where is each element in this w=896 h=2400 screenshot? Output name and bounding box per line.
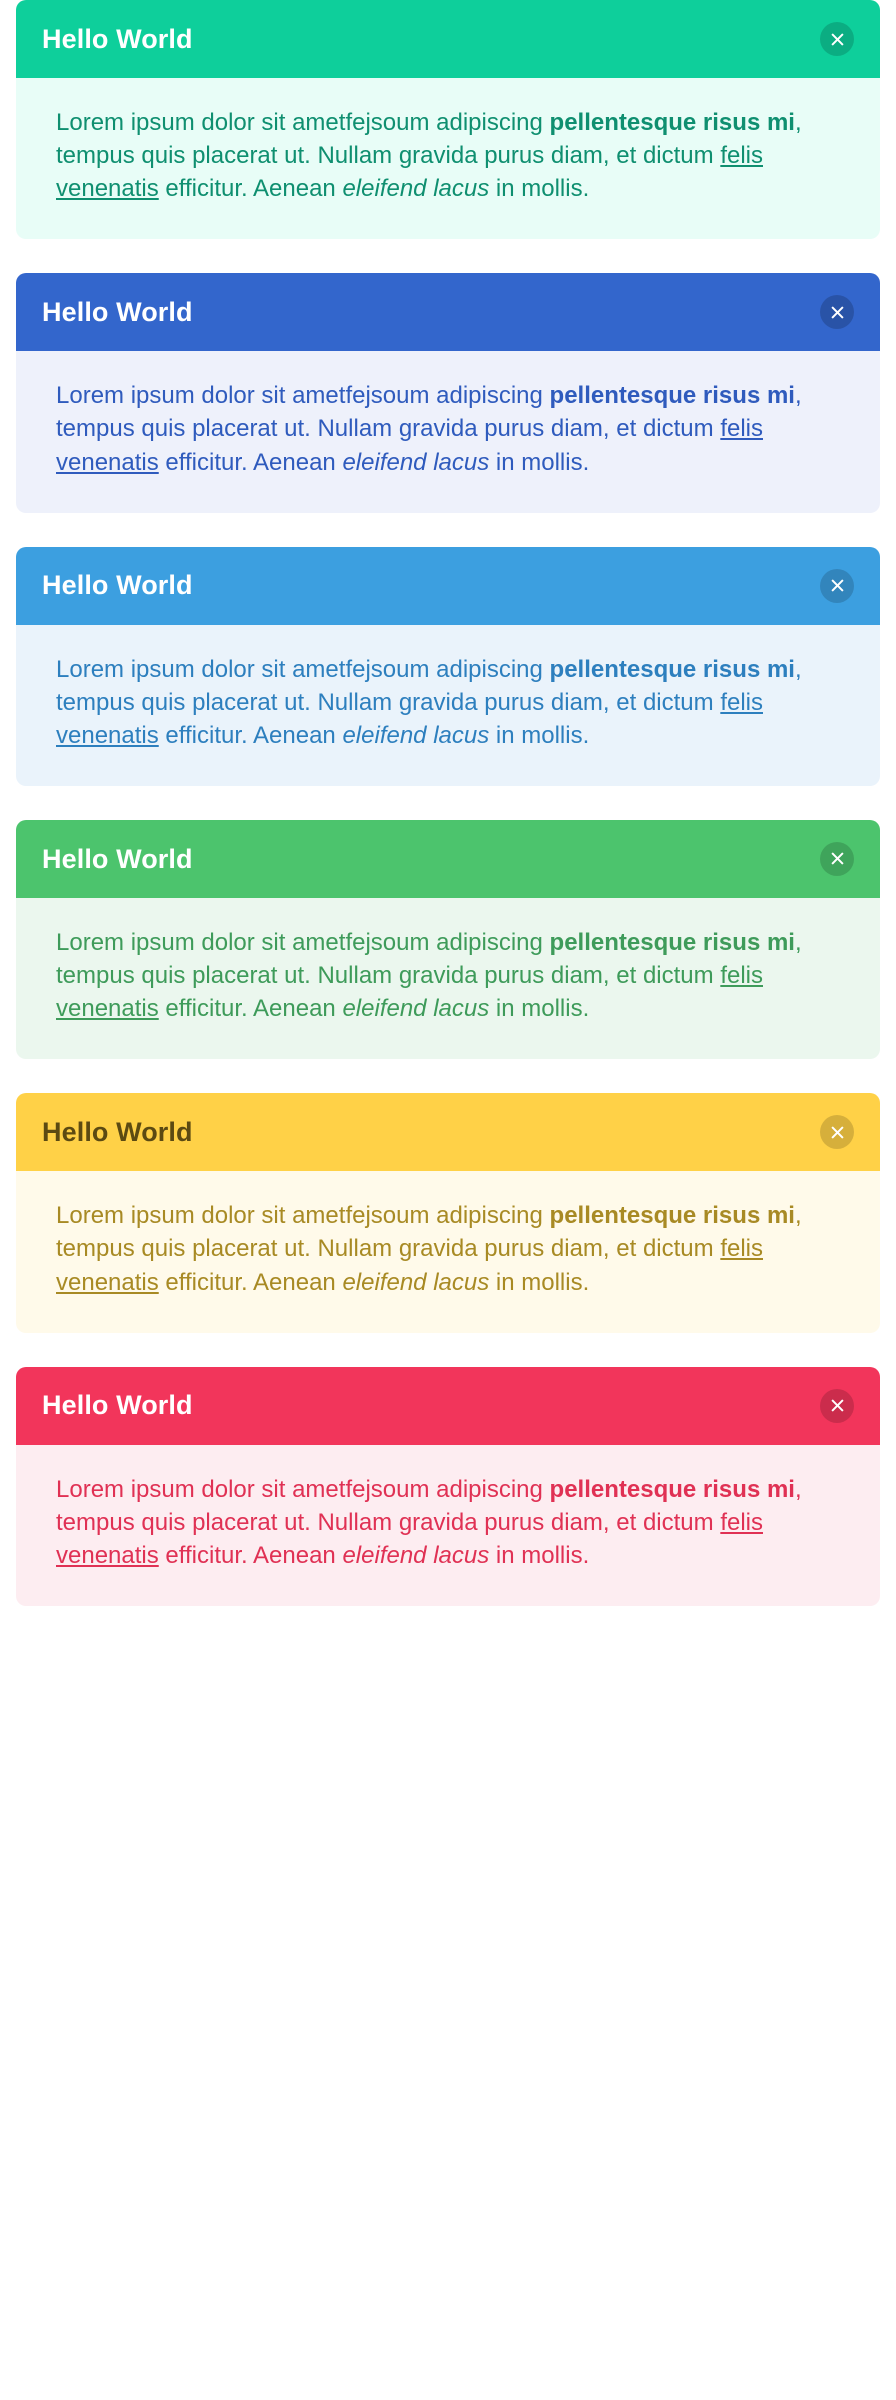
alert-header — [16, 0, 880, 78]
alert-text-1: Lorem ipsum dolor sit ametfejsoum adipiscing — [56, 1475, 550, 1503]
alert-text-4: in mollis. — [489, 448, 590, 476]
alert-indigo — [16, 273, 880, 512]
alert-body — [16, 1171, 880, 1332]
alert-title: Hello World — [42, 297, 193, 328]
alert-header — [16, 547, 880, 625]
alert-text-4: in mollis. — [489, 721, 590, 749]
alert-link[interactable]: felis venenatis — [56, 962, 763, 1023]
alert-text-2: , tempus quis placerat ut. Nullam gravida purus diam, et dictum — [56, 109, 802, 170]
alert-body — [16, 898, 880, 1059]
alert-text-3: efficitur. Aenean — [158, 1268, 343, 1296]
alert-title: Hello World — [42, 843, 193, 874]
alert-text-italic: eleifend lacus — [342, 1268, 490, 1296]
alert-text-1: Lorem ipsum dolor sit ametfejsoum adipiscing — [56, 655, 550, 683]
alert-text-1: Lorem ipsum dolor sit ametfejsoum adipiscing — [56, 382, 550, 410]
alert-text-2: , tempus quis placerat ut. Nullam gravida purus diam, et dictum — [56, 1202, 802, 1263]
alert-text-4: in mollis. — [489, 1541, 590, 1569]
alert-text-1: Lorem ipsum dolor sit ametfejsoum adipiscing — [56, 1202, 550, 1230]
alert-title: Hello World — [42, 570, 193, 601]
alert-text-italic: eleifend lacus — [342, 721, 490, 749]
alert-link[interactable]: felis venenatis — [56, 1235, 763, 1296]
alert-text-4: in mollis. — [489, 1268, 590, 1296]
alert-yellow — [16, 1093, 880, 1332]
alert-text-3: efficitur. Aenean — [158, 995, 343, 1023]
alert-text-2: , tempus quis placerat ut. Nullam gravida purus diam, et dictum — [56, 928, 802, 990]
alert-text-bold: pellentesque risus mi — [549, 655, 795, 683]
alert-red — [16, 1367, 880, 1606]
close-icon[interactable] — [820, 295, 854, 329]
alert-text-italic: eleifend lacus — [342, 1541, 490, 1569]
alert-body — [16, 625, 880, 786]
close-icon[interactable] — [820, 842, 854, 876]
alert-title: Hello World — [42, 1117, 193, 1148]
alert-text-2: , tempus quis placerat ut. Nullam gravida purus diam, et dictum — [56, 655, 802, 716]
alert-text-bold: pellentesque risus mi — [549, 1202, 795, 1230]
alert-text-2: , tempus quis placerat ut. Nullam gravida purus diam, et dictum — [56, 1475, 802, 1536]
alert-text-1: Lorem ipsum dolor sit ametfejsoum adipiscing — [56, 109, 550, 136]
alert-text-bold: pellentesque risus mi — [549, 109, 795, 136]
alert-link[interactable]: felis venenatis — [56, 1508, 763, 1569]
alert-text-bold: pellentesque risus mi — [549, 928, 795, 956]
alert-header — [16, 273, 880, 351]
alert-teal — [16, 0, 880, 239]
alert-header — [16, 1093, 880, 1171]
alert-text-3: efficitur. Aenean — [158, 175, 343, 203]
alert-title: Hello World — [42, 1390, 193, 1421]
close-icon[interactable] — [820, 22, 854, 56]
alert-text-4: in mollis. — [489, 175, 590, 203]
close-icon[interactable] — [820, 1389, 854, 1423]
alert-text-italic: eleifend lacus — [342, 995, 490, 1023]
alert-blue — [16, 547, 880, 786]
alert-link[interactable]: felis venenatis — [56, 415, 763, 476]
alert-body — [16, 351, 880, 512]
alert-body — [16, 1445, 880, 1606]
close-icon[interactable] — [820, 569, 854, 603]
alert-text-italic: eleifend lacus — [342, 175, 490, 203]
alert-header — [16, 820, 880, 898]
alert-text-3: efficitur. Aenean — [158, 1541, 343, 1569]
close-icon[interactable] — [820, 1115, 854, 1149]
alert-text-bold: pellentesque risus mi — [549, 1475, 795, 1503]
alert-text-bold: pellentesque risus mi — [549, 382, 795, 410]
alert-text-4: in mollis. — [489, 995, 590, 1023]
alert-body — [16, 78, 880, 239]
alert-title: Hello World — [42, 23, 193, 54]
alert-text-3: efficitur. Aenean — [158, 721, 343, 749]
alert-link[interactable]: felis venenatis — [56, 142, 763, 203]
alert-text-1: Lorem ipsum dolor sit ametfejsoum adipiscing — [56, 928, 550, 956]
alert-link[interactable]: felis venenatis — [56, 688, 763, 749]
alert-green — [16, 820, 880, 1059]
alert-header — [16, 1367, 880, 1445]
alert-text-3: efficitur. Aenean — [158, 448, 343, 476]
alert-text-italic: eleifend lacus — [342, 448, 490, 476]
alert-text-2: , tempus quis placerat ut. Nullam gravida purus diam, et dictum — [56, 382, 802, 443]
